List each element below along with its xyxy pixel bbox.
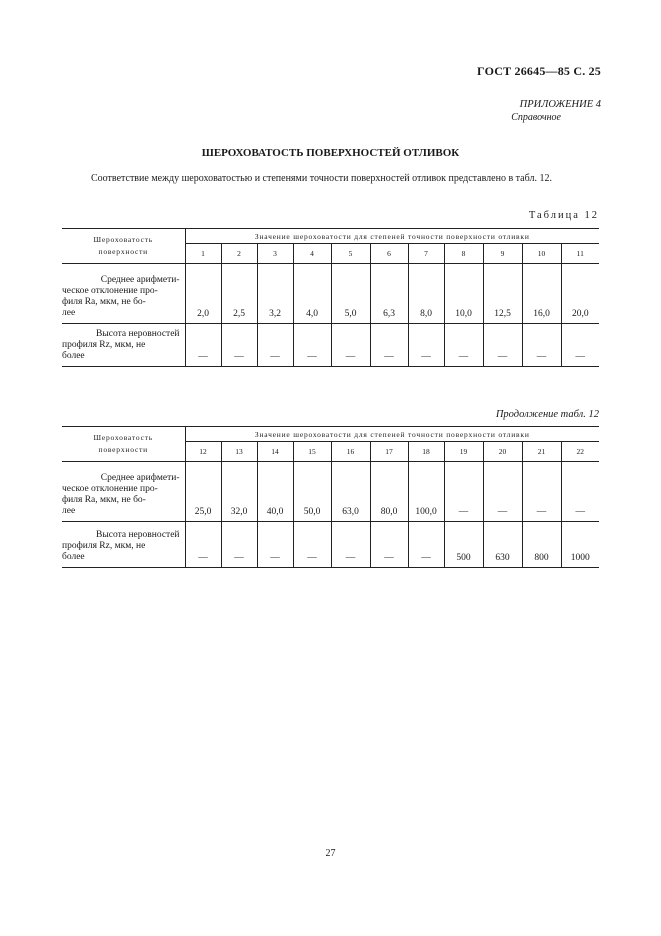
column-header-accuracy-degree: 15 [293,442,331,462]
table-cell: — [561,462,599,522]
row-label-line: Среднее арифмети- [100,473,180,483]
row-header-title-line: Шероховатость [93,433,154,442]
column-header-accuracy-degree: 8 [444,244,483,264]
table-cell: — [185,522,221,568]
table-cell: 100,0 [408,462,444,522]
table-continuation-label: Продолжение табл. 12 [495,409,599,420]
table-cell: — [331,522,370,568]
table-cell: 8,0 [408,264,444,324]
table-cell: — [522,324,561,367]
column-header-accuracy-degree: 19 [444,442,483,462]
row-label-line: более [62,351,85,361]
table-cell: 1000 [561,522,599,568]
row-label-line: профиля Rz, мкм, не [62,541,146,551]
table-row [62,324,599,367]
row-label-line: более [62,552,85,562]
table-cell: — [408,522,444,568]
table-12-label: Таблица 12 [528,210,599,221]
table-cell: — [370,324,408,367]
group-header: Значение шероховатости для степеней точности поверхности отливки [185,427,599,442]
table-cell: — [444,462,483,522]
table-cell: 32,0 [221,462,257,522]
table-row [62,462,599,522]
row-label-line: Среднее арифмети- [100,275,180,285]
roughness-table-12-continued [62,426,599,568]
column-header-accuracy-degree: 10 [522,244,561,264]
row-label-line: Высота неровностей [96,329,180,339]
section-title: ШЕРОХОВАТОСТЬ ПОВЕРХНОСТЕЙ ОТЛИВОК [201,147,460,159]
table-cell: — [293,522,331,568]
table-cell: 6,3 [370,264,408,324]
table-cell: 20,0 [561,264,599,324]
page-number: 27 [325,848,336,859]
table-cell: 63,0 [331,462,370,522]
row-label-line: ческое отклонение про- [62,484,158,494]
table-cell: 12,5 [483,264,522,324]
row-label [62,264,185,324]
table-cell: 10,0 [444,264,483,324]
row-header-title [62,229,185,264]
table-cell: 800 [522,522,561,568]
table-cell: 2,0 [185,264,221,324]
column-header-accuracy-degree: 1 [185,244,221,264]
row-label [62,462,185,522]
row-header-title-line: поверхности [98,247,148,256]
table-cell: — [408,324,444,367]
table-row [62,264,599,324]
column-header-accuracy-degree: 20 [483,442,522,462]
table-cell: 16,0 [522,264,561,324]
row-label-line: профиля Rz, мкм, не [62,340,146,350]
column-header-accuracy-degree: 9 [483,244,522,264]
column-header-accuracy-degree: 13 [221,442,257,462]
row-header-title [62,427,185,462]
table-cell: 500 [444,522,483,568]
row-label-line: ческое отклонение про- [62,286,158,296]
row-header-title-line: поверхности [98,445,148,454]
row-label [62,522,185,568]
table-cell: 40,0 [257,462,293,522]
appendix-subtitle: Справочное [511,112,561,123]
table-cell: — [185,324,221,367]
table-cell: 3,2 [257,264,293,324]
document-code: ГОСТ 26645—85 С. 25 [477,64,601,78]
group-header: Значение шероховатости для степеней точности поверхности отливки [185,229,599,244]
roughness-table-12 [62,228,599,367]
table-cell: 50,0 [293,462,331,522]
column-header-accuracy-degree: 2 [221,244,257,264]
table-cell: — [483,324,522,367]
table-cell: — [444,324,483,367]
row-label-line: лее [62,506,76,516]
row-label-line: филя Ra, мкм, не бо- [62,495,146,505]
table-cell: — [522,462,561,522]
table-cell: 630 [483,522,522,568]
table-cell: — [370,522,408,568]
table-cell: 25,0 [185,462,221,522]
column-header-accuracy-degree: 22 [561,442,599,462]
column-header-accuracy-degree: 18 [408,442,444,462]
table-cell: — [293,324,331,367]
row-header-title-line: Шероховатость [93,235,154,244]
column-header-accuracy-degree: 12 [185,442,221,462]
column-header-accuracy-degree: 6 [370,244,408,264]
row-label-line: филя Ra, мкм, не бо- [62,297,146,307]
table-row [62,522,599,568]
table-cell: 4,0 [293,264,331,324]
column-header-accuracy-degree: 11 [561,244,599,264]
appendix-title: ПРИЛОЖЕНИЕ 4 [519,99,601,110]
intro-paragraph: Соответствие между шероховатостью и степенями точности поверхностей отливок представлено в табл. 12. [91,173,552,184]
column-header-accuracy-degree: 14 [257,442,293,462]
column-header-accuracy-degree: 7 [408,244,444,264]
row-label-line: лее [62,308,76,318]
table-cell: — [221,324,257,367]
table-cell: — [483,462,522,522]
column-header-accuracy-degree: 21 [522,442,561,462]
row-label-line: Высота неровностей [96,530,180,540]
column-header-accuracy-degree: 5 [331,244,370,264]
row-label [62,324,185,367]
table-cell: 5,0 [331,264,370,324]
table-cell: 80,0 [370,462,408,522]
column-header-accuracy-degree: 4 [293,244,331,264]
table-cell: — [257,522,293,568]
table-cell: 2,5 [221,264,257,324]
table-cell: — [257,324,293,367]
table-cell: — [561,324,599,367]
column-header-accuracy-degree: 3 [257,244,293,264]
column-header-accuracy-degree: 17 [370,442,408,462]
table-cell: — [221,522,257,568]
column-header-accuracy-degree: 16 [331,442,370,462]
table-cell: — [331,324,370,367]
